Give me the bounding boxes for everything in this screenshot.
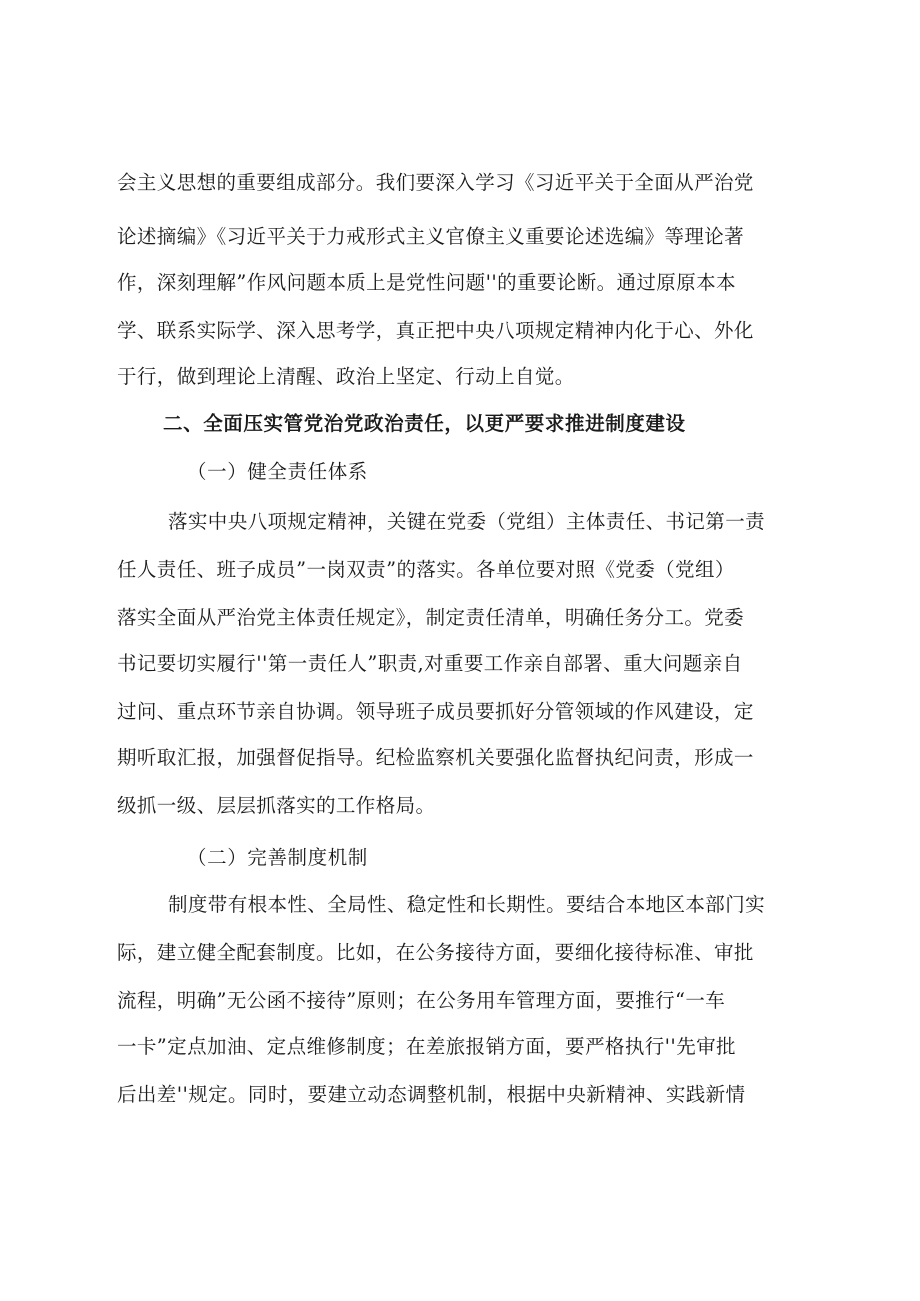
body-text-line: 制度带有根本性、全局性、稳定性和长期性。要结合本地区本部门实 (168, 893, 766, 916)
body-text-line: 学、联系实际学、深入思考学，真正把中央八项规定精神内化于心、外化 (117, 319, 754, 342)
body-text-line: 书记要切实履行''第一责任人”职责,对重要工作亲自部署、重大问题亲自 (117, 652, 743, 675)
body-text-line: 落实全面从严治党主体责任规定》，制定责任清单，明确任务分工。党委 (117, 606, 745, 629)
subsection-heading: （二）完善制度机制 (187, 846, 368, 869)
subsection-heading: （一）健全责任体系 (187, 460, 368, 483)
body-text-line: 流程，明确”无公函不接待”原则；在公务用车管理方面，要推行“一车 (117, 989, 726, 1012)
body-text-line: 际，建立健全配套制度。比如，在公务接待方面，要细化接待标准、审批 (117, 941, 754, 964)
body-text-line: 后出差''规定。同时，要建立动态调整机制，根据中央新精神、实践新情 (117, 1083, 746, 1106)
body-text-line: 于行，做到理论上清醒、政治上坚定、行动上自觉。 (117, 365, 575, 388)
body-text-line: 会主义思想的重要组成部分。我们要深入学习《习近平关于全面从严治党 (117, 171, 754, 194)
body-text-line: 过问、重点环节亲自协调。领导班子成员要抓好分管领域的作风建设，定 (117, 700, 754, 723)
body-text-line: 级抓一级、层层抓落实的工作格局。 (117, 794, 436, 817)
body-text-line: 期听取汇报，加强督促指导。纪检监察机关要强化监督执纪问责，形成一 (117, 746, 754, 769)
body-text-line: 论述摘编》《习近平关于力戒形式主义官僚主义重要论述选编》等理论著 (117, 225, 745, 248)
body-text-line: 落实中央八项规定精神，关键在党委（党组）主体责任、书记第一责 (168, 510, 766, 533)
section-heading: 二、全面压实管党治党政治责任，以更严要求推进制度建设 (163, 412, 686, 435)
body-text-line: 作，深刻理解”作风问题本质上是党性问题''的重要论断。通过原原本本 (117, 271, 736, 294)
body-text-line: 任人责任、班子成员”一岗双责”的落实。各单位要对照《党委（党组） (117, 558, 735, 581)
body-text-line: 一卡”定点加油、定点维修制度；在差旅报销方面，要严格执行''先审批 (117, 1035, 736, 1058)
